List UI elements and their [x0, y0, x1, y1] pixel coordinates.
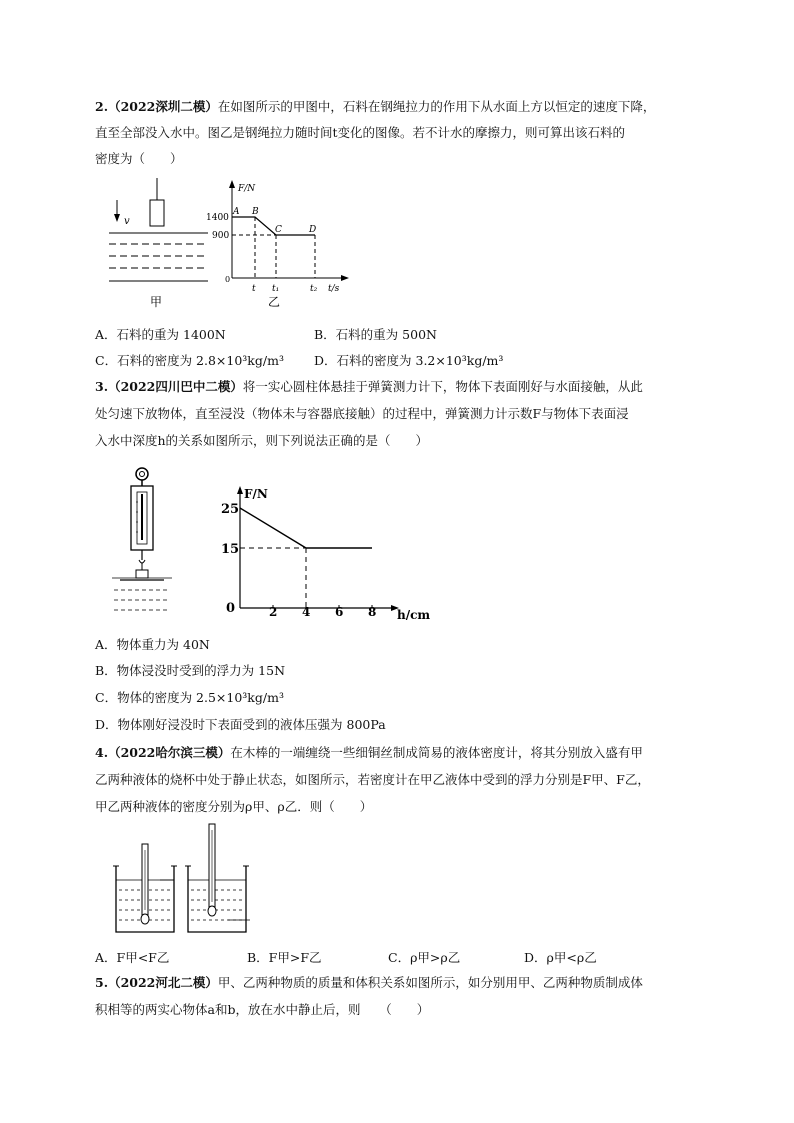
q4-text1: 在木棒的一端缠绕一些细铜丝制成简易的液体密度计，将其分别放入盛有甲: [230, 745, 643, 760]
q3-cylinder: [136, 570, 148, 578]
q2-stone-block: [150, 200, 164, 226]
q3-chart-series-line: [240, 508, 372, 548]
q3-option-a: A．物体重力为 40N: [95, 637, 210, 652]
q2-line3: 密度为（ ）: [95, 151, 183, 166]
q2-option-d: D．石料的密度为 3.2×10³kg/m³: [314, 353, 504, 368]
q3-chart-ytick-label: 25: [221, 502, 240, 517]
q3-option-b: B．物体浸没时受到的浮力为 15N: [95, 663, 286, 678]
q3-force-depth-chart: [220, 480, 450, 630]
q4-line3: 甲乙两种液体的密度分别为ρ甲、ρ乙．则（ ）: [95, 799, 373, 814]
q3-chart-xtick-label: 0: [226, 601, 236, 616]
q2-yi-point-c: C: [275, 225, 282, 235]
q2-option-a: A．石料的重为 1400N: [95, 327, 226, 342]
q4-beakers-figure: [110, 820, 270, 940]
q4-option-c: C．ρ甲>ρ乙: [388, 950, 461, 965]
q3-chart-xlabel: h/cm: [397, 608, 431, 622]
q4-option-b: B．F甲>F乙: [247, 950, 322, 965]
q2-yi-xlabel: t/s: [328, 284, 340, 294]
q3-line1: [95, 380, 643, 394]
q5-source: （2022河北二模）: [108, 975, 218, 990]
q2-yi-xtick-t: t: [252, 284, 256, 294]
q3-number: 3.: [95, 379, 109, 394]
q3-option-c: C．物体的密度为 2.5×10³kg/m³: [95, 690, 284, 705]
q2-yi-point-b: B: [252, 207, 259, 217]
q3-chart-xtick-label: 4: [302, 605, 311, 619]
q2-v-label: v: [124, 216, 130, 227]
q2-yi-point-d: D: [309, 225, 317, 235]
q4-option-d: D．ρ甲<ρ乙: [524, 950, 597, 965]
q4-line1: [95, 746, 643, 760]
q3-chart-ytick-label: 15: [221, 542, 240, 557]
q5-line1: [95, 976, 643, 990]
q2-jia-caption: 甲: [150, 295, 163, 309]
q2-yi-caption: 乙: [268, 295, 281, 309]
q2-yi-point-a: A: [233, 207, 240, 217]
q2-yi-xtick-t1: t₁: [272, 284, 280, 294]
q2-line2: 直至全部没入水中。图乙是钢绳拉力随时间t变化的图像。若不计水的摩擦力，则可算出该石料的: [95, 125, 626, 140]
q2-option-b: B．石料的重为 500N: [314, 327, 437, 342]
q2-figure-jia: [105, 178, 215, 313]
q5-number: 5.: [95, 975, 109, 990]
q4-beaker-jia: [113, 844, 177, 932]
q5-text1: 甲、乙两种物质的质量和体积关系如图所示，如分别用甲、乙两种物质制成体: [217, 975, 643, 990]
q2-yi-xtick-t2: t₂: [310, 284, 318, 294]
q3-option-d: D．物体刚好浸没时下表面受到的液体压强为 800Pa: [95, 717, 386, 732]
q3-chart-xtick-label: 2: [269, 605, 278, 619]
q2-yi-origin: 0: [225, 275, 231, 284]
q3-chart-xtick-label: 6: [335, 605, 344, 619]
q2-source: （2022深圳二模）: [108, 99, 218, 114]
q2-option-c: C．石料的密度为 2.8×10³kg/m³: [95, 353, 284, 368]
q2-yi-ylabel: F/N: [238, 184, 256, 194]
q2-yi-ytick-1400: 1400: [206, 213, 229, 223]
q2-number: 2.: [95, 99, 109, 114]
q2-figure-yi: [205, 178, 365, 313]
q2-yi-curve: [232, 217, 315, 235]
q4-number: 4.: [95, 745, 109, 760]
q3-line3: 入水中深度h的关系如图所示，则下列说法正确的是（ ）: [95, 433, 429, 448]
q3-chart-xtick-label: 8: [368, 605, 377, 619]
q4-option-a: A．F甲<F乙: [95, 950, 170, 965]
q3-text1: 将一实心圆柱体悬挂于弹簧测力计下，物体下表面刚好与水面接触，从此: [242, 379, 643, 394]
q4-source: （2022哈尔滨三模）: [108, 745, 231, 760]
q2-text1: 在如图所示的甲图中，石料在钢绳拉力的作用下从水面上方以恒定的速度下降，: [217, 99, 656, 114]
q2-line1: [95, 100, 655, 114]
q4-beaker-yi: [185, 824, 250, 932]
q3-spring-scale-figure: [110, 462, 190, 622]
q5-line2: 积相等的两实心物体a和b，放在水中静止后，则 （ ）: [95, 1002, 430, 1017]
q3-scale-ring: [136, 468, 148, 480]
q2-yi-ytick-900: 900: [212, 231, 230, 241]
q3-line2: 处匀速下放物体，直至浸没（物体未与容器底接触）的过程中，弹簧测力计示数F与物体下表面浸: [95, 406, 629, 421]
q3-chart-ylabel: F/N: [244, 487, 268, 501]
q4-line2: 乙两种液体的烧杯中处于静止状态，如图所示，若密度计在甲乙液体中受到的浮力分别是F甲、F乙，: [95, 772, 650, 787]
q3-source: （2022四川巴中二模）: [108, 379, 243, 394]
